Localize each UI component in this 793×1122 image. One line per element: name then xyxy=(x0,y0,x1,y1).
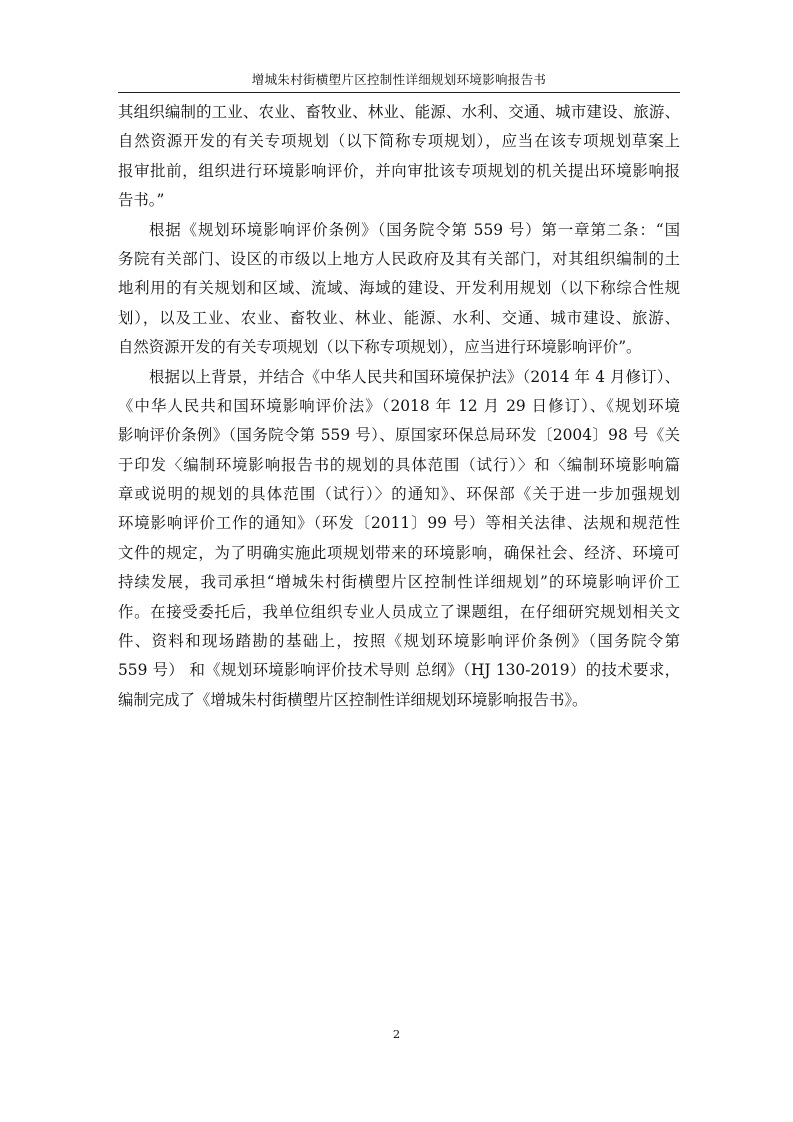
text-line: 环境影响评价工作的通知》（环发〔2011〕99 号）等相关法律、法规和规范性 xyxy=(118,514,680,533)
text-line: 559 号） 和《规划环境影响评价技术导则 总纲》（HJ 130-2019）的技术要求， xyxy=(118,661,680,680)
text-line: 件、资料和现场踏勘的基础上，按照《规划环境影响评价条例》（国务院令第 xyxy=(118,632,680,651)
text-line: 影响评价条例》（国务院令第 559 号）、原国家环保总局环发〔2004〕98 号《关 xyxy=(118,426,680,445)
text-line: 编制完成了《增城朱村街横塱片区控制性详细规划环境影响报告书》。 xyxy=(118,690,588,709)
text-line: 根据《规划环境影响评价条例》（国务院令第 559 号）第一章第二条：“国 xyxy=(149,220,680,239)
running-header: 增城朱村街横塱片区控制性详细规划环境影响报告书 xyxy=(251,72,547,87)
text-line: 自然资源开发的有关专项规划（以下称专项规划），应当进行环境影响评价”。 xyxy=(118,338,642,357)
text-line: 根据以上背景，并结合《中华人民共和国环境保护法》（2014 年 4 月修订）、 xyxy=(149,367,680,386)
text-line: 持续发展，我司承担“增城朱村街横塱片区控制性详细规划”的环境影响评价工 xyxy=(118,573,680,592)
text-line: 划），以及工业、农业、畜牧业、林业、能源、水利、交通、城市建设、旅游、 xyxy=(118,308,680,327)
text-line: 章或说明的规划的具体范围（试行）〉的通知》、环保部《关于进一步加强规划 xyxy=(118,485,680,504)
text-line: 《中华人民共和国环境影响评价法》（2018 年 12 月 29 日修订）、《规划环境 xyxy=(118,396,680,415)
text-line: 于印发〈编制环境影响报告书的规划的具体范围（试行）〉和〈编制环境影响篇 xyxy=(118,455,680,474)
text-line: 文件的规定，为了明确实施此项规划带来的环境影响，确保社会、经济、环境可 xyxy=(118,543,680,562)
text-line: 地利用的有关规划和区域、流域、海域的建设、开发利用规划（以下称综合性规 xyxy=(118,279,680,298)
text-line: 自然资源开发的有关专项规划（以下简称专项规划），应当在该专项规划草案上 xyxy=(118,132,680,151)
text-line: 告书。” xyxy=(118,191,165,210)
header-rule xyxy=(118,92,680,93)
body-text xyxy=(118,98,680,715)
text-line: 其组织编制的工业、农业、畜牧业、林业、能源、水利、交通、城市建设、旅游、 xyxy=(118,103,680,121)
page-number: 2 xyxy=(392,1027,401,1041)
text-line: 作。在接受委托后，我单位组织专业人员成立了课题组，在仔细研究规划相关文 xyxy=(118,602,680,621)
text-line: 报审批前，组织进行环境影响评价，并向审批该专项规划的机关提出环境影响报 xyxy=(118,161,680,180)
text-line: 务院有关部门、设区的市级以上地方人民政府及其有关部门，对其组织编制的土 xyxy=(118,249,680,268)
